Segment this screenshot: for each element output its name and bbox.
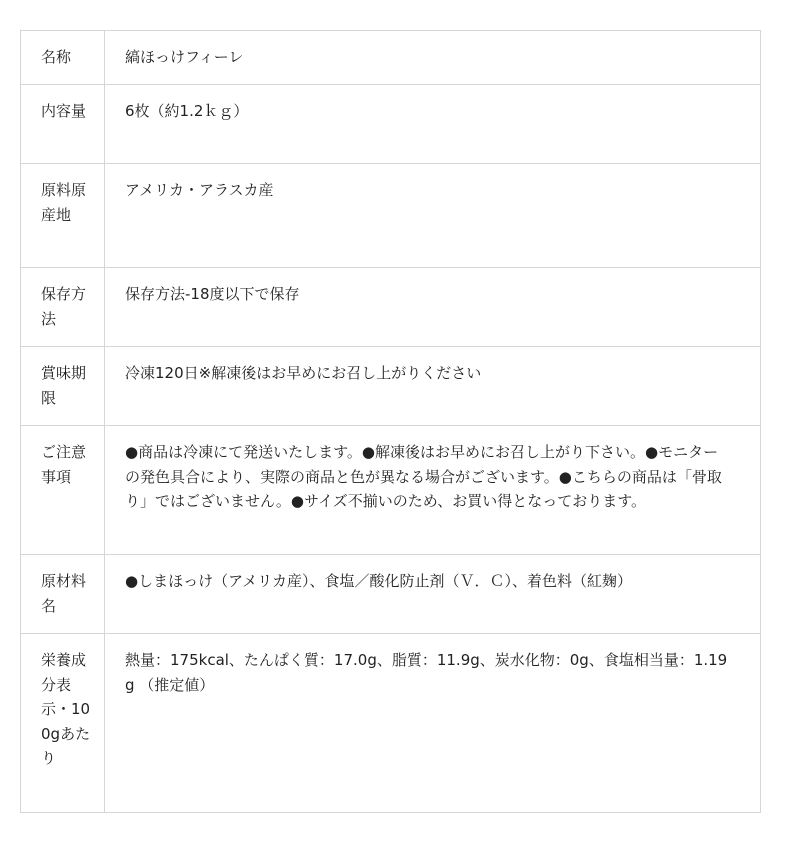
- table-row: [21, 268, 761, 347]
- product-spec-table: [20, 30, 761, 813]
- row-value-name: 縞ほっけフィーレ: [105, 31, 761, 85]
- row-label-storage: 保存方法: [21, 268, 105, 347]
- row-label-ingredients: 原材料名: [21, 555, 105, 634]
- row-label-quantity: 内容量: [21, 85, 105, 164]
- row-label-expiry: 賞味期限: [21, 347, 105, 426]
- table-row: [21, 634, 761, 813]
- table-row: [21, 347, 761, 426]
- table-row: [21, 85, 761, 164]
- row-value-quantity: 6枚（約1.2ｋｇ）: [105, 85, 761, 164]
- row-value-origin: アメリカ・アラスカ産: [105, 164, 761, 268]
- row-label-notes: ご注意事項: [21, 426, 105, 555]
- row-label-name: 名称: [21, 31, 105, 85]
- row-value-notes: ●商品は冷凍にて発送いたします。●解凍後はお早めにお召し上がり下さい。●モニターの発色具合により、実際の商品と色が異なる場合がございます。●こちらの商品は「骨取り」ではございません。●サイズ不揃いのため、お買い得となっております。: [105, 426, 761, 555]
- row-value-ingredients: ●しまほっけ（アメリカ産）、食塩／酸化防止剤（Ｖ．Ｃ）、着色料（紅麹）: [105, 555, 761, 634]
- table-row: [21, 426, 761, 555]
- row-value-expiry: 冷凍120日※解凍後はお早めにお召し上がりください: [105, 347, 761, 426]
- row-label-origin: 原料原産地: [21, 164, 105, 268]
- table-row: [21, 31, 761, 85]
- table-row: [21, 555, 761, 634]
- row-value-nutrition: 熱量：175kcal、たんぱく質：17.0g、脂質：11.9g、炭水化物：0g、食塩相当量：1.19g （推定値）: [105, 634, 761, 813]
- row-label-nutrition: 栄養成分表示・100gあたり: [21, 634, 105, 813]
- row-value-storage: 保存方法-18度以下で保存: [105, 268, 761, 347]
- table-row: [21, 164, 761, 268]
